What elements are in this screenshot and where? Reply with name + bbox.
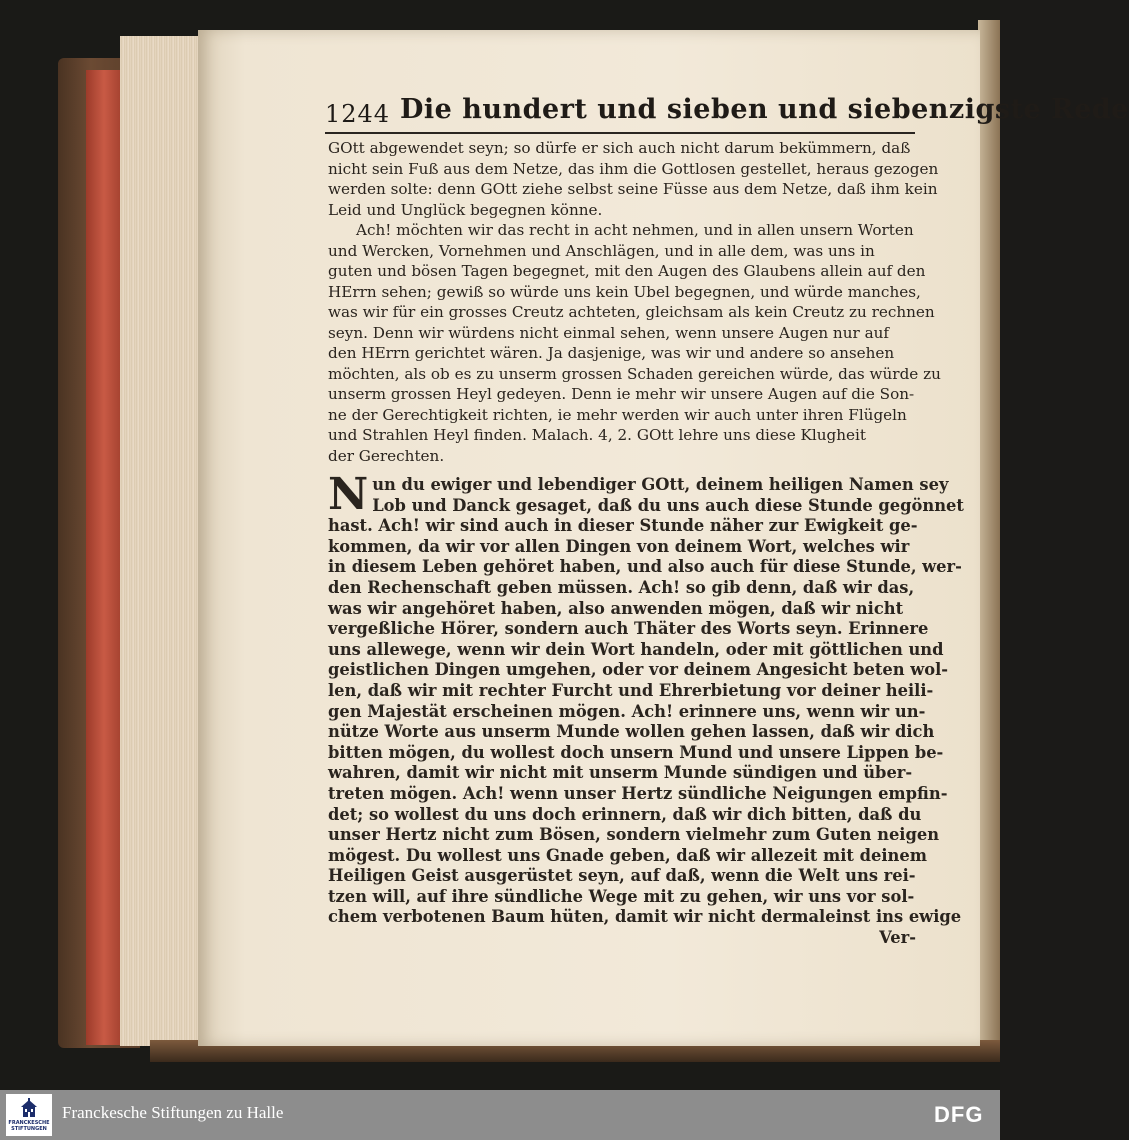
text-line: geistlichen Dingen umgehen, oder vor deinem Angesicht beten wol- bbox=[328, 660, 949, 680]
text-line: nütze Worte aus unserm Munde wollen gehen lassen, daß wir dich bbox=[328, 722, 935, 742]
text-line: wahren, damit wir nicht mit unserm Munde sündigen und über- bbox=[328, 763, 913, 783]
text-line: det; so wollest du uns doch erinnern, daß wir dich bitten, daß du bbox=[328, 804, 922, 824]
text-line: vergeßliche Hörer, sondern auch Thäter des Worts seyn. Erinnere bbox=[328, 619, 929, 639]
text-line: mögest. Du wollest uns Gnade geben, daß wir allezeit mit deinem bbox=[328, 845, 927, 865]
book-cover-right bbox=[978, 20, 1000, 1060]
text-line: uns allewege, wenn wir dein Wort handeln, oder mit göttlichen und bbox=[328, 639, 944, 659]
text-line: Leid und Unglück begegnen könne. bbox=[328, 200, 603, 219]
text-line: gen Majestät erscheinen mögen. Ach! erinnere uns, wenn wir un- bbox=[328, 701, 926, 721]
text-line: Heiligen Geist ausgerüstet seyn, auf daß, wenn die Welt uns rei- bbox=[328, 866, 916, 886]
text-line: Ach! möchten wir das recht in acht nehmen, und in allen unsern Worten bbox=[356, 221, 914, 239]
text-line: treten mögen. Ach! wenn unser Hertz sündliche Neigungen empfin- bbox=[328, 783, 948, 803]
drop-cap: N bbox=[328, 469, 369, 520]
text-line: len, daß wir mit rechter Furcht und Ehrerbietung vor deiner heili- bbox=[328, 680, 934, 700]
dfg-logo[interactable]: DFG bbox=[934, 1102, 984, 1127]
page-stack bbox=[120, 36, 204, 1046]
catchword: Ver- bbox=[879, 928, 916, 948]
text-line: hast. Ach! wir sind auch in dieser Stunde näher zur Ewigkeit ge- bbox=[328, 516, 918, 536]
text-line: und Strahlen Heyl finden. Malach. 4, 2. GOtt lehre uns diese Klugheit bbox=[328, 426, 866, 444]
institution-name: Franckesche Stiftungen zu Halle bbox=[62, 1103, 284, 1122]
text-line: tzen will, auf ihre sündliche Wege mit zu gehen, wir uns vor sol- bbox=[328, 886, 915, 906]
text-line: ne der Gerechtigkeit richten, ie mehr werden wir auch unter ihren Flügeln bbox=[328, 405, 907, 424]
red-page-edge bbox=[86, 70, 122, 1045]
text-line: un du ewiger und lebendiger GOtt, deinem heiligen Namen sey bbox=[372, 475, 949, 494]
text-line: Lob und Danck gesaget, daß du uns auch diese Stunde gegönnet bbox=[372, 495, 964, 515]
page-header bbox=[325, 92, 1129, 134]
closing-prayer bbox=[328, 469, 964, 949]
text-line: in diesem Leben gehöret haben, und also auch für diese Stunde, wer- bbox=[328, 557, 962, 577]
text-line: guten und bösen Tagen begegnet, mit den Augen des Glaubens allein auf den bbox=[328, 262, 926, 280]
text-line: unser Hertz nicht zum Bösen, sondern vielmehr zum Guten neigen bbox=[328, 825, 940, 845]
text-line: unserm grossen Heyl gedeyen. Denn ie mehr wir unsere Augen auf die Son- bbox=[328, 385, 915, 403]
text-line: chem verbotenen Baum hüten, damit wir nicht dermaleinst ins ewige bbox=[328, 907, 962, 927]
franckesche-logo[interactable] bbox=[6, 1094, 52, 1136]
text-line: den Rechenschaft geben müssen. Ach! so gib denn, daß wir das, bbox=[328, 577, 915, 597]
page-number: 1244 bbox=[325, 100, 391, 128]
text-line: bitten mögen, du wollest doch unsern Mund und unsere Lippen be- bbox=[328, 742, 944, 762]
text-line: nicht sein Fuß aus dem Netze, das ihm die Gottlosen gestellet, heraus gezogen bbox=[328, 159, 939, 178]
running-title: Die hundert und sieben und siebenzigste Rede bbox=[400, 94, 1129, 125]
footer-bar bbox=[0, 1090, 1000, 1140]
text-line: werden solte: denn GOtt ziehe selbst seine Füsse aus dem Netze, daß ihm kein bbox=[328, 180, 938, 198]
text-line: und Wercken, Vornehmen und Anschlägen, und in alle dem, was uns in bbox=[328, 241, 875, 260]
text-line: was wir angehöret haben, also anwenden mögen, daß wir nicht bbox=[328, 598, 904, 618]
text-line: HErrn sehen; gewiß so würde uns kein Ubel begegnen, und würde manches, bbox=[328, 282, 921, 301]
logo-text: FRANCKESCHE STIFTUNGEN bbox=[8, 1120, 50, 1132]
text-line: GOtt abgewendet seyn; so dürfe er sich auch nicht darum bekümmern, daß bbox=[328, 139, 911, 157]
text-line: den HErrn gerichtet wären. Ja dasjenige, was wir und andere so ansehen bbox=[328, 344, 895, 362]
text-line: der Gerechten. bbox=[328, 446, 445, 465]
orphanage-building-icon bbox=[20, 1098, 38, 1118]
sermon-text bbox=[328, 138, 941, 466]
text-line: kommen, da wir vor allen Dingen von deinem Wort, welches wir bbox=[328, 536, 910, 556]
text-line: möchten, als ob es zu unserm grossen Schaden gereichen würde, das würde zu bbox=[328, 364, 941, 383]
text-line: seyn. Denn wir würdens nicht einmal sehen, wenn unsere Augen nur auf bbox=[328, 323, 890, 342]
text-line: was wir für ein grosses Creutz achteten, gleichsam als kein Creutz zu rechnen bbox=[328, 303, 935, 321]
